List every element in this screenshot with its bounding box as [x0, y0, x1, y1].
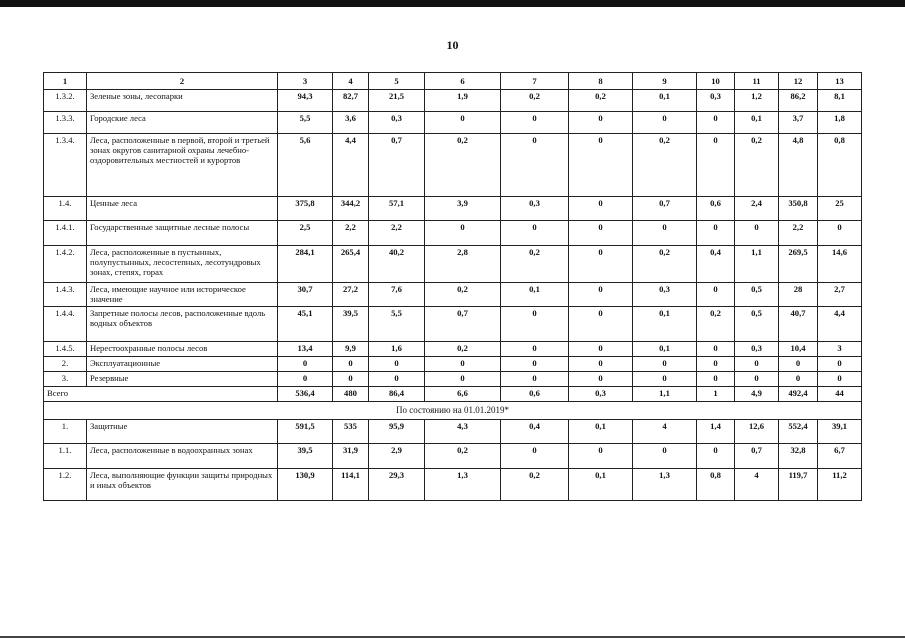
total-value: 536,4 — [278, 387, 333, 402]
row-value: 0 — [569, 444, 633, 469]
row-value: 0 — [569, 283, 633, 307]
row-value: 82,7 — [333, 90, 369, 112]
row-value: 0,2 — [633, 134, 697, 197]
row-value: 0 — [501, 444, 569, 469]
row-value: 0 — [697, 444, 735, 469]
row-code: 1.2. — [44, 469, 87, 501]
row-value: 86,2 — [779, 90, 818, 112]
row-value: 269,5 — [779, 246, 818, 283]
row-value: 95,9 — [369, 420, 425, 444]
row-title: Леса, имеющие научное или историческое значение — [87, 283, 278, 307]
row-value: 0,4 — [501, 420, 569, 444]
row-value: 0 — [818, 221, 862, 246]
row-value: 0,2 — [425, 444, 501, 469]
row-value: 4 — [633, 420, 697, 444]
section-title: По состоянию на 01.01.2019* — [44, 402, 862, 420]
row-value: 0 — [569, 221, 633, 246]
row-value: 29,3 — [369, 469, 425, 501]
row-value: 6,7 — [818, 444, 862, 469]
row-value: 0 — [501, 372, 569, 387]
row-code: 1.4.3. — [44, 283, 87, 307]
row-value: 0 — [369, 357, 425, 372]
row-value: 3,7 — [779, 112, 818, 134]
row-value: 0 — [779, 372, 818, 387]
row-value: 0 — [425, 112, 501, 134]
table-row — [44, 372, 862, 387]
header-cell: 8 — [569, 73, 633, 90]
header-cell: 7 — [501, 73, 569, 90]
table-header-row — [44, 73, 862, 90]
row-title: Леса, расположенные в пустынных, полупустынных, лесостепных, лесотундровых зонах, степях, горах — [87, 246, 278, 283]
row-code: 1.4.1. — [44, 221, 87, 246]
row-value: 13,4 — [278, 342, 333, 357]
row-value: 0 — [697, 221, 735, 246]
row-value: 552,4 — [779, 420, 818, 444]
row-code: 1.3.3. — [44, 112, 87, 134]
row-value: 4,3 — [425, 420, 501, 444]
row-value: 2,4 — [735, 197, 779, 221]
row-value: 4,8 — [779, 134, 818, 197]
total-value: 0,3 — [569, 387, 633, 402]
header-cell: 1 — [44, 73, 87, 90]
row-value: 5,5 — [369, 307, 425, 342]
header-cell: 11 — [735, 73, 779, 90]
table-row — [44, 134, 862, 197]
row-value: 0,5 — [735, 283, 779, 307]
row-value: 0 — [697, 112, 735, 134]
row-value: 39,1 — [818, 420, 862, 444]
row-value: 0,3 — [697, 90, 735, 112]
row-value: 0,3 — [369, 112, 425, 134]
total-row — [44, 387, 862, 402]
header-cell: 3 — [278, 73, 333, 90]
row-code: 1.1. — [44, 444, 87, 469]
table-row — [44, 112, 862, 134]
row-value: 0,1 — [633, 342, 697, 357]
row-code: 1.3.4. — [44, 134, 87, 197]
header-cell: 10 — [697, 73, 735, 90]
row-value: 0 — [818, 357, 862, 372]
row-value: 1,1 — [735, 246, 779, 283]
row-value: 57,1 — [369, 197, 425, 221]
row-code: 1.3.2. — [44, 90, 87, 112]
row-code: 1.4. — [44, 197, 87, 221]
row-value: 0 — [501, 342, 569, 357]
row-value: 4,4 — [818, 307, 862, 342]
row-value: 40,7 — [779, 307, 818, 342]
row-value: 0 — [633, 357, 697, 372]
page-number: 10 — [446, 38, 459, 52]
row-title: Запретные полосы лесов, расположенные вдоль водных объектов — [87, 307, 278, 342]
row-value: 0 — [735, 221, 779, 246]
row-value: 0,7 — [735, 444, 779, 469]
table-row — [44, 197, 862, 221]
row-value: 0 — [633, 372, 697, 387]
bottom-border-line — [0, 636, 905, 638]
header-cell: 6 — [425, 73, 501, 90]
row-value: 2,5 — [278, 221, 333, 246]
row-value: 0 — [697, 372, 735, 387]
row-value: 0,1 — [569, 420, 633, 444]
table-row — [44, 342, 862, 357]
row-value: 0 — [425, 221, 501, 246]
row-value: 3 — [818, 342, 862, 357]
row-value: 0,2 — [425, 134, 501, 197]
row-value: 0 — [569, 372, 633, 387]
row-value: 1,2 — [735, 90, 779, 112]
total-value: 86,4 — [369, 387, 425, 402]
row-value: 4,4 — [333, 134, 369, 197]
row-value: 0 — [569, 246, 633, 283]
row-value: 27,2 — [333, 283, 369, 307]
row-value: 39,5 — [333, 307, 369, 342]
table-row — [44, 357, 862, 372]
table-row — [44, 469, 862, 501]
row-value: 0 — [333, 372, 369, 387]
row-value: 114,1 — [333, 469, 369, 501]
row-title: Нерестоохранные полосы лесов — [87, 342, 278, 357]
row-value: 0 — [501, 307, 569, 342]
row-value: 0,7 — [425, 307, 501, 342]
row-value: 130,9 — [278, 469, 333, 501]
row-value: 0,7 — [633, 197, 697, 221]
row-value: 7,6 — [369, 283, 425, 307]
row-value: 12,6 — [735, 420, 779, 444]
row-value: 0 — [735, 357, 779, 372]
row-value: 350,8 — [779, 197, 818, 221]
row-value: 0 — [569, 134, 633, 197]
row-value: 0 — [369, 372, 425, 387]
row-value: 0,2 — [425, 342, 501, 357]
row-value: 0,1 — [633, 90, 697, 112]
header-cell: 12 — [779, 73, 818, 90]
row-value: 0 — [501, 112, 569, 134]
row-value: 0,3 — [501, 197, 569, 221]
row-value: 28 — [779, 283, 818, 307]
total-value: 0,6 — [501, 387, 569, 402]
row-value: 0,1 — [735, 112, 779, 134]
row-value: 0 — [501, 221, 569, 246]
row-value: 25 — [818, 197, 862, 221]
row-value: 0 — [501, 134, 569, 197]
row-value: 0 — [697, 283, 735, 307]
header-cell: 2 — [87, 73, 278, 90]
row-value: 40,2 — [369, 246, 425, 283]
row-code: 1. — [44, 420, 87, 444]
row-value: 0,3 — [735, 342, 779, 357]
total-value: 44 — [818, 387, 862, 402]
row-value: 32,8 — [779, 444, 818, 469]
row-title: Леса, расположенные в первой, второй и третьей зонах округов санитарной охраны лечебно-оздоровительных местностей и курортов — [87, 134, 278, 197]
row-title: Ценные леса — [87, 197, 278, 221]
row-value: 11,2 — [818, 469, 862, 501]
row-value: 0 — [501, 357, 569, 372]
row-value: 0 — [818, 372, 862, 387]
row-value: 0,1 — [633, 307, 697, 342]
row-value: 0,2 — [697, 307, 735, 342]
row-value: 31,9 — [333, 444, 369, 469]
row-value: 0 — [633, 112, 697, 134]
row-value: 0 — [697, 342, 735, 357]
row-value: 0,5 — [735, 307, 779, 342]
header-cell: 9 — [633, 73, 697, 90]
row-value: 1,3 — [633, 469, 697, 501]
row-value: 0,2 — [633, 246, 697, 283]
row-value: 1,9 — [425, 90, 501, 112]
row-code: 3. — [44, 372, 87, 387]
row-title: Резервные — [87, 372, 278, 387]
row-value: 14,6 — [818, 246, 862, 283]
row-value: 375,8 — [278, 197, 333, 221]
forest-data-table — [43, 72, 862, 501]
row-value: 94,3 — [278, 90, 333, 112]
row-value: 0 — [425, 372, 501, 387]
total-value: 1,1 — [633, 387, 697, 402]
row-value: 0,6 — [697, 197, 735, 221]
total-value: 6,6 — [425, 387, 501, 402]
row-value: 2,2 — [779, 221, 818, 246]
table-row — [44, 283, 862, 307]
row-value: 0,3 — [633, 283, 697, 307]
row-value: 0,2 — [425, 283, 501, 307]
row-value: 0,1 — [501, 283, 569, 307]
row-value: 0 — [633, 444, 697, 469]
row-value: 3,6 — [333, 112, 369, 134]
header-cell: 4 — [333, 73, 369, 90]
row-value: 2,8 — [425, 246, 501, 283]
row-value: 21,5 — [369, 90, 425, 112]
row-code: 2. — [44, 357, 87, 372]
row-value: 344,2 — [333, 197, 369, 221]
table-row — [44, 420, 862, 444]
row-title: Городские леса — [87, 112, 278, 134]
row-value: 2,2 — [333, 221, 369, 246]
row-value: 39,5 — [278, 444, 333, 469]
row-title: Леса, выполняющие функции защиты природных и иных объектов — [87, 469, 278, 501]
row-value: 1,3 — [425, 469, 501, 501]
row-value: 284,1 — [278, 246, 333, 283]
row-value: 0 — [735, 372, 779, 387]
row-value: 0 — [333, 357, 369, 372]
row-value: 5,6 — [278, 134, 333, 197]
row-value: 0,2 — [735, 134, 779, 197]
row-title: Государственные защитные лесные полосы — [87, 221, 278, 246]
row-value: 1,8 — [818, 112, 862, 134]
table-row — [44, 221, 862, 246]
row-value: 30,7 — [278, 283, 333, 307]
row-value: 2,7 — [818, 283, 862, 307]
row-value: 0 — [569, 197, 633, 221]
row-value: 5,5 — [278, 112, 333, 134]
row-code: 1.4.5. — [44, 342, 87, 357]
top-border-bar — [0, 0, 905, 7]
row-value: 2,2 — [369, 221, 425, 246]
row-value: 0 — [569, 112, 633, 134]
row-value: 0 — [697, 134, 735, 197]
row-title: Зеленые зоны, лесопарки — [87, 90, 278, 112]
row-value: 0,2 — [501, 469, 569, 501]
row-value: 3,9 — [425, 197, 501, 221]
table-row — [44, 246, 862, 283]
row-value: 0 — [569, 357, 633, 372]
row-value: 0,4 — [697, 246, 735, 283]
row-value: 0 — [569, 307, 633, 342]
row-title: Защитные — [87, 420, 278, 444]
row-value: 4 — [735, 469, 779, 501]
row-value: 45,1 — [278, 307, 333, 342]
row-value: 0 — [278, 372, 333, 387]
header-cell: 13 — [818, 73, 862, 90]
row-value: 1,6 — [369, 342, 425, 357]
row-value: 0,8 — [818, 134, 862, 197]
row-value: 10,4 — [779, 342, 818, 357]
row-value: 0,2 — [501, 246, 569, 283]
row-value: 8,1 — [818, 90, 862, 112]
total-value: 1 — [697, 387, 735, 402]
section-row — [44, 402, 862, 420]
table-row — [44, 307, 862, 342]
row-value: 119,7 — [779, 469, 818, 501]
row-value: 1,4 — [697, 420, 735, 444]
total-value: 480 — [333, 387, 369, 402]
row-value: 0,2 — [569, 90, 633, 112]
row-value: 0 — [697, 357, 735, 372]
row-value: 591,5 — [278, 420, 333, 444]
row-code: 1.4.4. — [44, 307, 87, 342]
row-value: 535 — [333, 420, 369, 444]
row-value: 0 — [569, 342, 633, 357]
table-row — [44, 90, 862, 112]
row-value: 0 — [425, 357, 501, 372]
row-value: 9,9 — [333, 342, 369, 357]
row-title: Леса, расположенные в водоохранных зонах — [87, 444, 278, 469]
total-value: 492,4 — [779, 387, 818, 402]
row-value: 0,7 — [369, 134, 425, 197]
row-value: 0,1 — [569, 469, 633, 501]
header-cell: 5 — [369, 73, 425, 90]
row-value: 0,8 — [697, 469, 735, 501]
row-title: Эксплуатационные — [87, 357, 278, 372]
row-value: 2,9 — [369, 444, 425, 469]
row-value: 0 — [633, 221, 697, 246]
row-value: 0 — [779, 357, 818, 372]
row-code: 1.4.2. — [44, 246, 87, 283]
table-row — [44, 444, 862, 469]
row-value: 0 — [278, 357, 333, 372]
total-value: 4,9 — [735, 387, 779, 402]
row-value: 0,2 — [501, 90, 569, 112]
total-label: Всего — [44, 387, 278, 402]
row-value: 265,4 — [333, 246, 369, 283]
